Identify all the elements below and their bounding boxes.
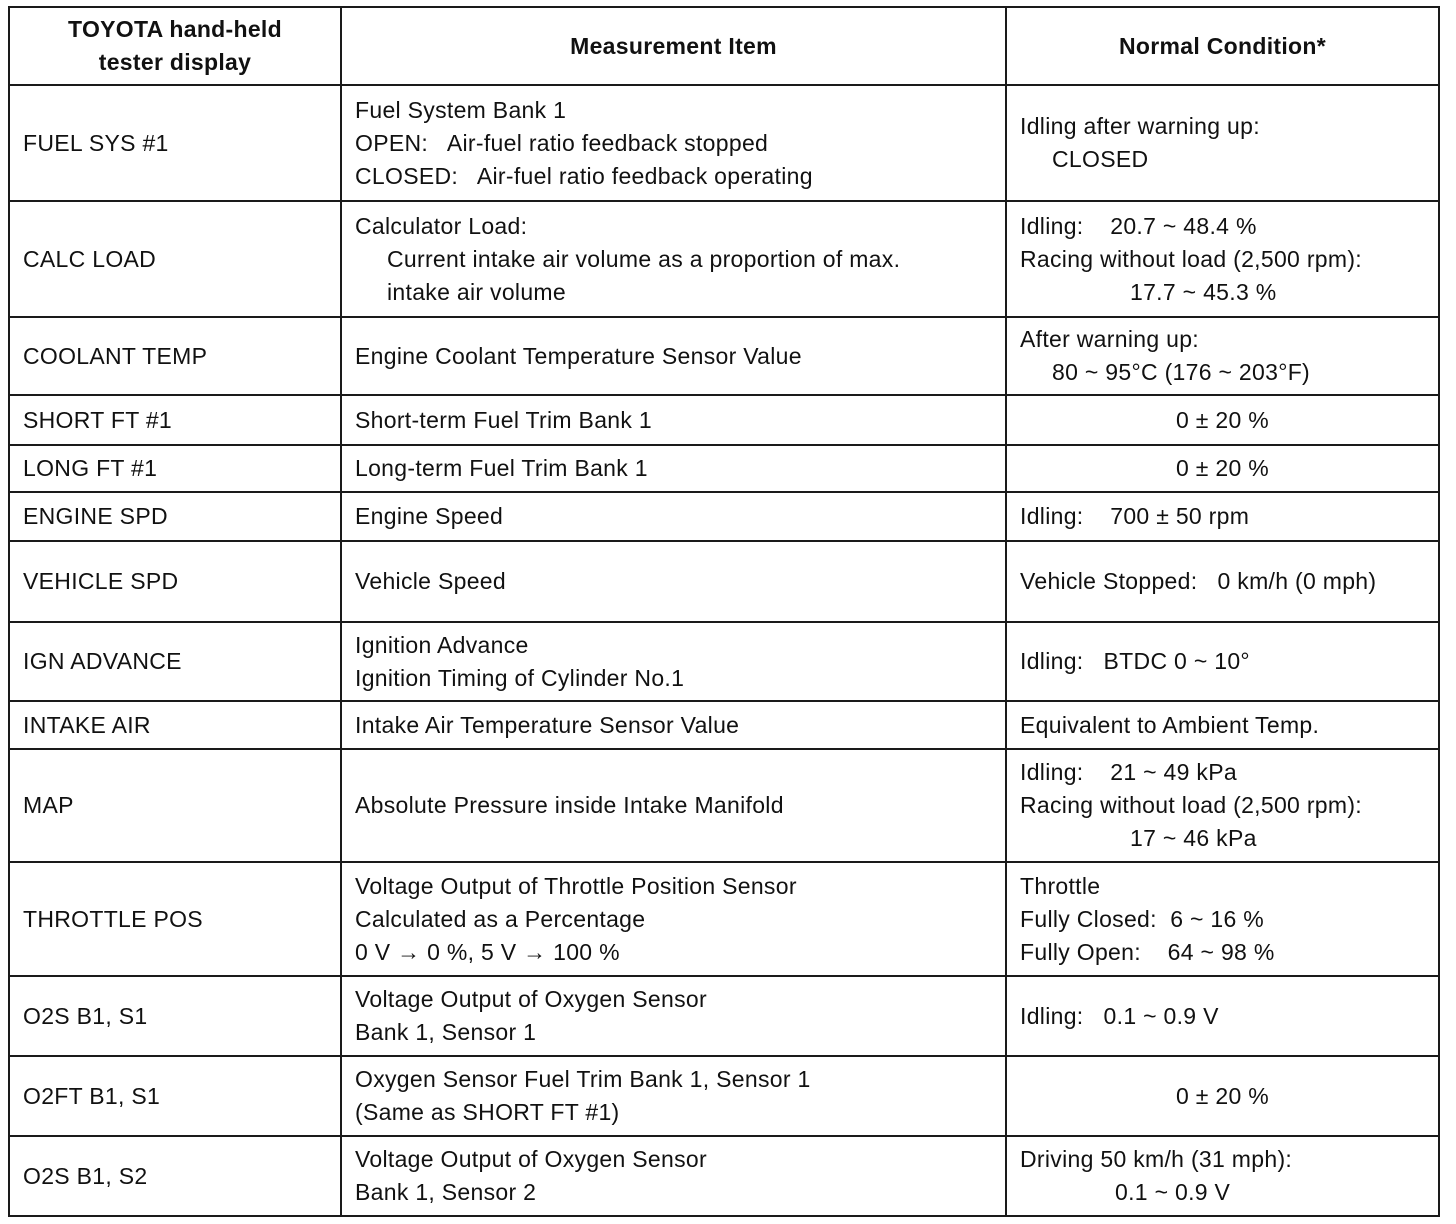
measurement-item-cell: [341, 1056, 1006, 1136]
condition-line: Racing without load (2,500 rpm):: [1020, 245, 1362, 272]
measurement-item-cell: Short-term Fuel Trim Bank 1: [341, 395, 1006, 445]
condition-line: 17.7 ~ 45.3 %: [1130, 278, 1277, 305]
tester-display-cell: LONG FT #1: [9, 445, 341, 492]
item-line: Voltage Output of Oxygen Sensor: [355, 1146, 707, 1172]
normal-condition-cell: [1006, 85, 1439, 201]
item-line: Voltage Output of Oxygen Sensor: [355, 986, 707, 1012]
table-row: [9, 1136, 1439, 1216]
table-row: [9, 492, 1439, 541]
table-row: [9, 317, 1439, 395]
diagnostic-data-table: [8, 6, 1440, 1217]
condition-line: Throttle: [1020, 872, 1101, 899]
tester-display-cell: O2FT B1, S1: [9, 1056, 341, 1136]
measurement-item-cell: Intake Air Temperature Sensor Value: [341, 701, 1006, 749]
measurement-item-cell: [341, 862, 1006, 976]
table-row: [9, 701, 1439, 749]
tester-display-cell: O2S B1, S1: [9, 976, 341, 1056]
tester-display-cell: THROTTLE POS: [9, 862, 341, 976]
condition-line: Idling: 20.7 ~ 48.4 %: [1020, 212, 1257, 239]
normal-condition-cell: Idling: 700 ± 50 rpm: [1006, 492, 1439, 541]
item-line: (Same as SHORT FT #1): [355, 1099, 620, 1125]
table-row: [9, 862, 1439, 976]
table-row: [9, 445, 1439, 492]
normal-condition-cell: 0 ± 20 %: [1006, 445, 1439, 492]
tester-display-cell: O2S B1, S2: [9, 1136, 341, 1216]
normal-condition-cell: 0 ± 20 %: [1006, 1056, 1439, 1136]
tester-display-cell: INTAKE AIR: [9, 701, 341, 749]
measurement-item-cell: [341, 1136, 1006, 1216]
table-row: [9, 1056, 1439, 1136]
condition-line: 17 ~ 46 kPa: [1130, 825, 1257, 851]
normal-condition-cell: 0 ± 20 %: [1006, 395, 1439, 445]
table-row: [9, 541, 1439, 622]
tester-display-cell: MAP: [9, 749, 341, 862]
normal-condition-cell: [1006, 1136, 1439, 1216]
condition-line: Idling after warning up:: [1020, 113, 1260, 139]
table-row: [9, 976, 1439, 1056]
item-line: 0 V → 0 %, 5 V → 100 %: [355, 938, 620, 965]
measurement-item-cell: Absolute Pressure inside Intake Manifold: [341, 749, 1006, 862]
item-line: Calculated as a Percentage: [355, 905, 646, 932]
tester-display-cell: CALC LOAD: [9, 201, 341, 317]
table-row: [9, 201, 1439, 317]
table-row: [9, 85, 1439, 201]
condition-line: Racing without load (2,500 rpm):: [1020, 792, 1362, 818]
item-line: Calculator Load:: [355, 212, 528, 239]
measurement-item-cell: Vehicle Speed: [341, 541, 1006, 622]
normal-condition-cell: [1006, 201, 1439, 317]
normal-condition-cell: [1006, 862, 1439, 976]
measurement-item-cell: Long-term Fuel Trim Bank 1: [341, 445, 1006, 492]
item-line: Ignition Timing of Cylinder No.1: [355, 664, 685, 691]
table-row: [9, 749, 1439, 862]
item-line: Oxygen Sensor Fuel Trim Bank 1, Sensor 1: [355, 1066, 811, 1092]
header-normal-condition: Normal Condition*: [1006, 7, 1439, 85]
tester-display-cell: ENGINE SPD: [9, 492, 341, 541]
header-tester-display-line: TOYOTA hand-held: [68, 16, 282, 42]
measurement-item-cell: Engine Coolant Temperature Sensor Value: [341, 317, 1006, 395]
measurement-item-cell: [341, 85, 1006, 201]
condition-line: 80 ~ 95°C (176 ~ 203°F): [1052, 359, 1311, 385]
item-line: intake air volume: [387, 278, 566, 305]
measurement-item-cell: [341, 201, 1006, 317]
normal-condition-cell: Vehicle Stopped: 0 km/h (0 mph): [1006, 541, 1439, 622]
header-tester-display: [9, 7, 341, 85]
condition-line: Fully Closed: 6 ~ 16 %: [1020, 905, 1265, 932]
tester-display-cell: IGN ADVANCE: [9, 622, 341, 701]
condition-line: 0.1 ~ 0.9 V: [1115, 1179, 1231, 1205]
normal-condition-cell: Idling: BTDC 0 ~ 10°: [1006, 622, 1439, 701]
normal-condition-cell: Idling: 0.1 ~ 0.9 V: [1006, 976, 1439, 1056]
table-row: [9, 395, 1439, 445]
header-tester-display-line: tester display: [98, 49, 252, 75]
condition-line: CLOSED: [1052, 146, 1149, 172]
normal-condition-cell: [1006, 317, 1439, 395]
item-line: Bank 1, Sensor 2: [355, 1179, 537, 1205]
item-line: Current intake air volume as a proportion of max.: [387, 245, 901, 272]
measurement-item-cell: [341, 622, 1006, 701]
item-line: Fuel System Bank 1: [355, 96, 567, 123]
tester-display-cell: VEHICLE SPD: [9, 541, 341, 622]
measurement-item-cell: Engine Speed: [341, 492, 1006, 541]
table-row: [9, 622, 1439, 701]
item-line: CLOSED: Air-fuel ratio feedback operating: [355, 162, 813, 189]
condition-line: After warning up:: [1020, 326, 1199, 352]
item-line: Ignition Advance: [355, 631, 529, 658]
condition-line: Idling: 21 ~ 49 kPa: [1020, 759, 1237, 785]
normal-condition-cell: [1006, 749, 1439, 862]
tester-display-cell: COOLANT TEMP: [9, 317, 341, 395]
condition-line: Fully Open: 64 ~ 98 %: [1020, 938, 1275, 965]
item-line: OPEN: Air-fuel ratio feedback stopped: [355, 129, 769, 156]
tester-display-cell: FUEL SYS #1: [9, 85, 341, 201]
condition-line: Driving 50 km/h (31 mph):: [1020, 1146, 1293, 1172]
item-line: Bank 1, Sensor 1: [355, 1019, 537, 1045]
item-line: Voltage Output of Throttle Position Sensor: [355, 872, 797, 899]
header-measurement-item: Measurement Item: [341, 7, 1006, 85]
normal-condition-cell: Equivalent to Ambient Temp.: [1006, 701, 1439, 749]
header-row: [9, 7, 1439, 85]
measurement-item-cell: [341, 976, 1006, 1056]
tester-display-cell: SHORT FT #1: [9, 395, 341, 445]
